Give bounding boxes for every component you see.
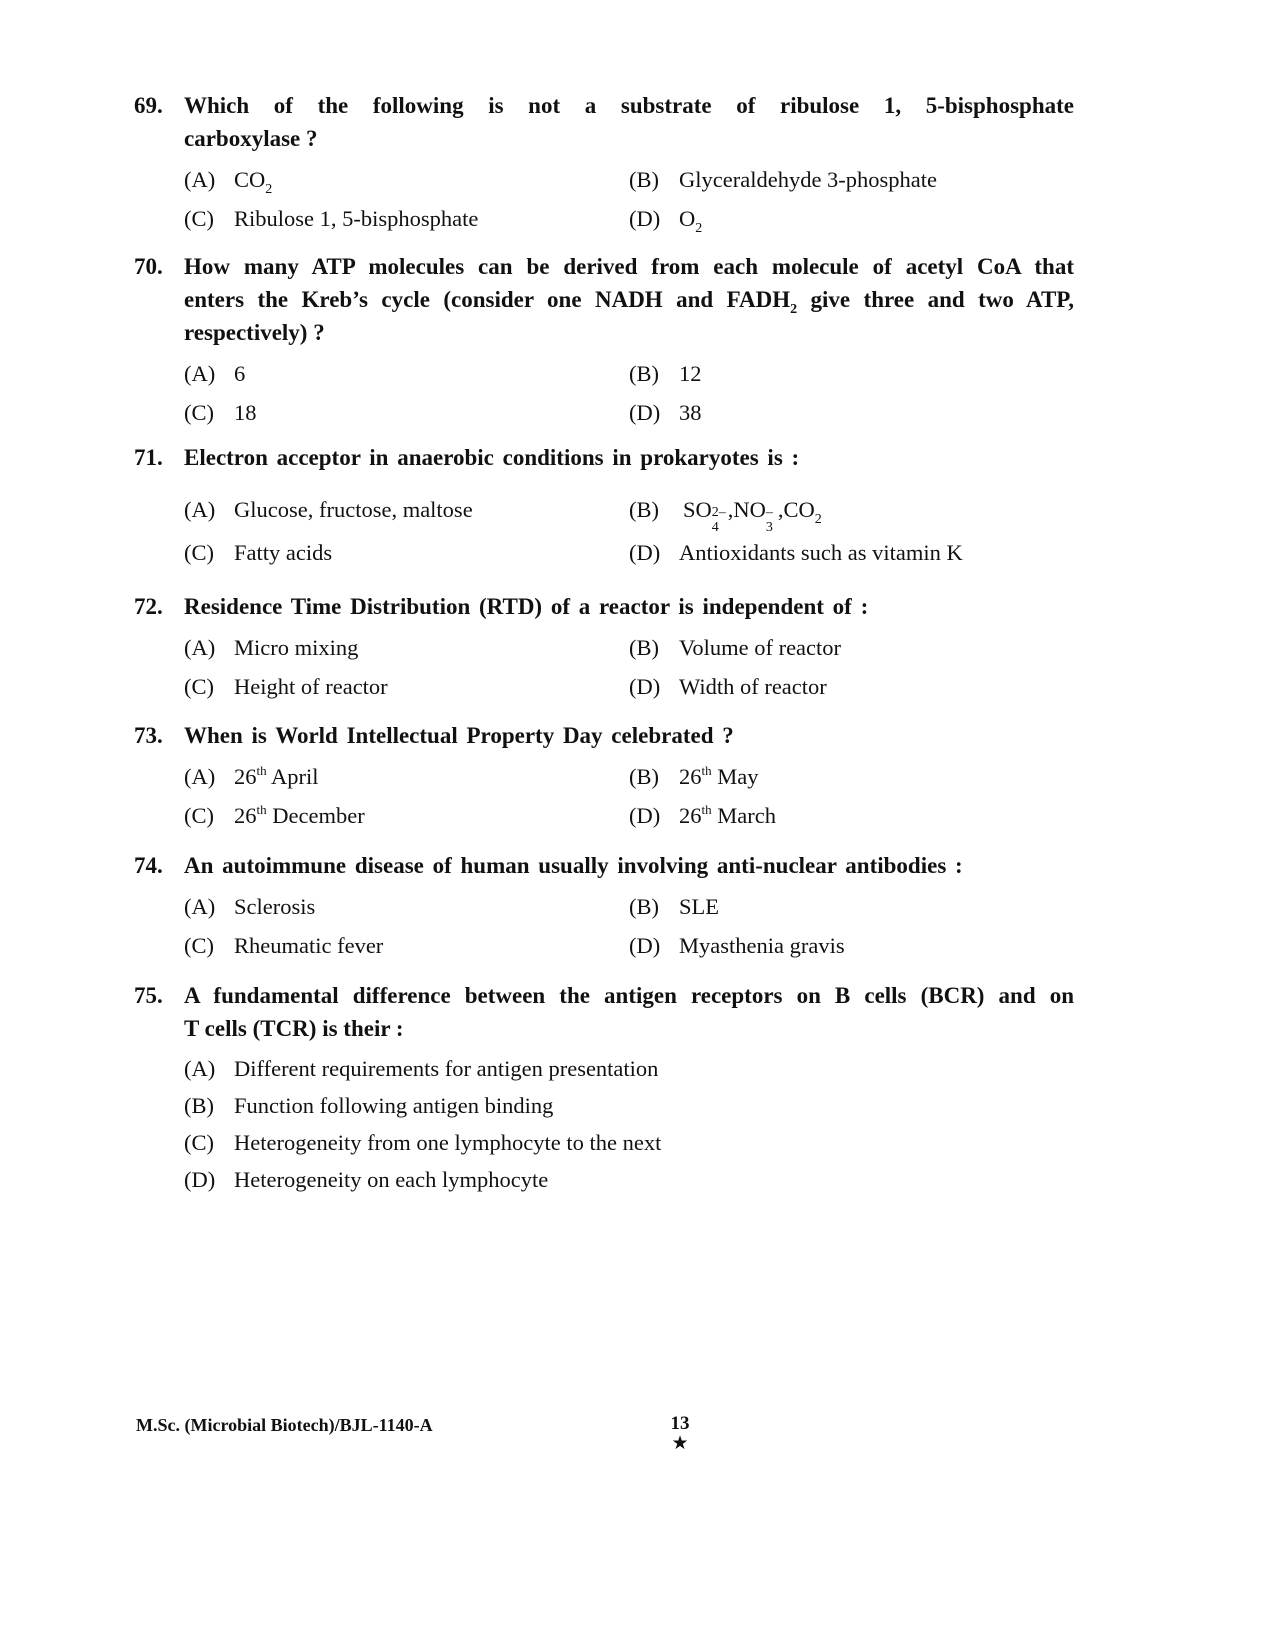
option-d[interactable] <box>184 1161 1074 1198</box>
option-b[interactable] <box>629 354 1074 393</box>
page-number: 13 <box>670 1413 690 1434</box>
option-text: 6 <box>234 361 246 386</box>
option-a[interactable] <box>184 354 629 393</box>
option-label: (C) <box>184 206 214 231</box>
question-69 <box>134 89 1074 238</box>
options <box>184 160 1074 238</box>
option-text: Different requirements for antigen presentation <box>234 1056 659 1081</box>
option-text: Myasthenia gravis <box>679 933 845 958</box>
option-b[interactable] <box>184 1087 1074 1124</box>
option-c[interactable] <box>184 926 629 965</box>
question-text: respectively) ? <box>184 320 325 345</box>
option-b[interactable] <box>629 160 1074 199</box>
question-text: When is World Intellectual Property Day celebrated ? <box>184 723 734 748</box>
option-d[interactable]: (D) 26th March <box>629 796 1074 835</box>
option-text: Sclerosis <box>234 894 316 919</box>
option-label: (A) <box>184 361 216 386</box>
question-text: carboxylase ? <box>184 126 318 151</box>
option-b[interactable]: (B) 26th May <box>629 757 1074 796</box>
question-text: give three and two ATP, <box>797 287 1074 312</box>
option-formula: SO 2– 4 ,NO – 3 $,CO_2$ <box>683 497 822 535</box>
option-label: (C) <box>184 933 214 958</box>
question-75 <box>134 979 1074 1198</box>
question-text: Electron acceptor in anaerobic conditions in prokaryotes is : <box>184 445 800 470</box>
option-text: Rheumatic fever <box>234 933 384 958</box>
option-text: Width of reactor <box>679 674 827 699</box>
option-text: Micro mixing <box>234 635 359 660</box>
option-a[interactable] <box>184 488 629 531</box>
option-c[interactable] <box>184 393 629 432</box>
option-label: (B) <box>629 894 659 919</box>
option-text: CO <box>234 167 266 192</box>
option-label: (C) <box>184 400 214 425</box>
options <box>184 1050 1074 1198</box>
options <box>184 488 1074 575</box>
option-text: SLE <box>679 894 720 919</box>
option-text: Heterogeneity from one lymphocyte to the next <box>234 1130 662 1155</box>
option-c[interactable] <box>184 199 629 238</box>
option-a[interactable]: (A) $CO_2$ <box>184 160 629 199</box>
option-d[interactable]: (D) $O_2$ <box>629 199 1074 238</box>
option-c[interactable]: (C) 26th December <box>184 796 629 835</box>
option-label: (B) <box>629 635 659 660</box>
option-d[interactable] <box>629 393 1074 432</box>
question-text: A fundamental difference between the antigen receptors on B cells (BCR) and on <box>184 983 1074 1008</box>
option-c[interactable] <box>184 531 629 575</box>
option-label: (B) <box>184 1093 214 1118</box>
option-a[interactable] <box>184 1050 1074 1087</box>
option-text: Fatty acids <box>234 540 333 565</box>
option-label: (D) <box>629 803 661 828</box>
paper-code: M.Sc. (Microbial Biotech)/BJL-1140-A <box>136 1415 433 1435</box>
option-label: (A) <box>184 1056 216 1081</box>
question-text: Residence Time Distribution (RTD) of a reactor is independent of : <box>184 594 869 619</box>
option-b[interactable] <box>629 628 1074 667</box>
option-b[interactable] <box>629 887 1074 926</box>
question-73 <box>134 719 1074 835</box>
option-d[interactable] <box>629 531 1074 575</box>
option-text: Function following antigen binding <box>234 1093 554 1118</box>
question-text: An autoimmune disease of human usually involving anti-nuclear antibodies : <box>184 853 963 878</box>
option-label: (B) <box>629 167 659 192</box>
option-label: (A) <box>184 497 216 522</box>
option-label: (B) <box>629 764 659 789</box>
option-label: (A) <box>184 635 216 660</box>
option-text: Glyceraldehyde 3-phosphate <box>679 167 938 192</box>
question-74 <box>134 849 1074 965</box>
option-label: (C) <box>184 674 214 699</box>
question-72 <box>134 590 1074 706</box>
option-b[interactable] <box>629 488 1074 535</box>
option-a[interactable]: (A) 26th April <box>184 757 629 796</box>
question-number: 72. <box>134 594 163 619</box>
question-number: 73. <box>134 723 163 748</box>
option-label: (B) <box>629 361 659 386</box>
question-text: How many ATP molecules can be derived from each molecule of acetyl CoA that <box>184 254 1074 279</box>
question-text: T cells (TCR) is their : <box>184 1016 404 1041</box>
option-text: O <box>679 206 696 231</box>
option-label: (D) <box>184 1167 216 1192</box>
option-label: (C) <box>184 803 214 828</box>
option-d[interactable] <box>629 667 1074 706</box>
option-text: 18 <box>234 400 257 425</box>
option-label: (D) <box>629 674 661 699</box>
option-a[interactable] <box>184 887 629 926</box>
question-number: 70. <box>134 254 163 279</box>
option-text: Volume of reactor <box>679 635 842 660</box>
option-label: (A) <box>184 764 216 789</box>
question-70: 70. How many ATP molecules can be derived from each molecule of acetyl CoA that enters the Kreb’s cycle (consider one NADH and $FADH_2$ give three and two ATP, respectively) ? (A) 6 (B) 12 (C) 18 (D) 38 <box>134 250 1074 432</box>
options <box>184 354 1074 432</box>
options <box>184 887 1074 965</box>
option-label: (D) <box>629 400 661 425</box>
option-text: 38 <box>679 400 702 425</box>
option-c[interactable] <box>184 1124 1074 1161</box>
question-number: 75. <box>134 983 163 1008</box>
option-label: (C) <box>184 540 214 565</box>
option-d[interactable] <box>629 926 1074 965</box>
star-icon: ★ <box>671 1433 689 1454</box>
question-number: 71. <box>134 445 163 470</box>
options <box>184 757 1074 835</box>
option-c[interactable] <box>184 667 629 706</box>
option-label: (B) <box>629 497 659 522</box>
option-text: Ribulose 1, 5-bisphosphate <box>234 206 479 231</box>
question-number: 69. <box>134 93 163 118</box>
option-label: (A) <box>184 167 216 192</box>
option-text: Antioxidants such as vitamin K <box>679 540 963 565</box>
question-number: 74. <box>134 853 163 878</box>
option-label: (D) <box>629 206 661 231</box>
option-text: Glucose, fructose, maltose <box>234 497 473 522</box>
question-71 <box>134 441 1074 575</box>
question-text: enters the Kreb’s cycle (consider one NADH and FADH <box>184 287 791 312</box>
options <box>184 628 1074 706</box>
option-text: 12 <box>679 361 702 386</box>
option-text: Heterogeneity on each lymphocyte <box>234 1167 549 1192</box>
option-label: (D) <box>629 540 661 565</box>
option-label: (A) <box>184 894 216 919</box>
option-text: Height of reactor <box>234 674 388 699</box>
option-label: (C) <box>184 1130 214 1155</box>
option-label: (D) <box>629 933 661 958</box>
option-a[interactable] <box>184 628 629 667</box>
question-text: Which of the following is not a substrate of ribulose 1, 5-bisphosphate <box>184 93 1074 118</box>
